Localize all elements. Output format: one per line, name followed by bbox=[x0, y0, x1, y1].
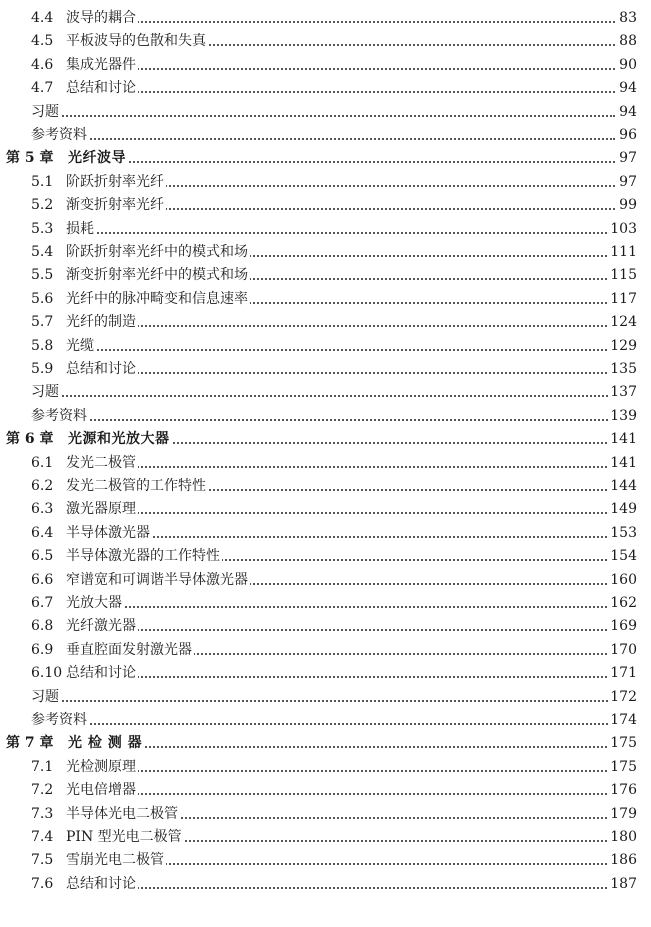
toc-entry-title: 参考资料 bbox=[31, 407, 87, 424]
toc-entry[interactable] bbox=[0, 780, 651, 800]
dot-leader bbox=[66, 606, 615, 608]
toc-entry[interactable] bbox=[0, 406, 651, 426]
toc-entry-number: 7.1 bbox=[31, 758, 54, 775]
toc-entry[interactable] bbox=[0, 312, 651, 332]
toc-entry-title: 光 检 测 器 bbox=[68, 735, 143, 752]
toc-entry-number: 5.3 bbox=[31, 220, 54, 237]
toc-entry-title: 光放大器 bbox=[66, 595, 122, 611]
toc-entry-page: 115 bbox=[610, 267, 637, 284]
toc-entry[interactable] bbox=[0, 616, 651, 636]
toc-entry-number: 5.2 bbox=[31, 197, 54, 214]
toc-entry-title: 垂直腔面发射激光器 bbox=[66, 641, 192, 658]
toc-entry[interactable] bbox=[0, 195, 651, 215]
toc-entry-number: 第 7 章 bbox=[6, 735, 54, 752]
toc-entry[interactable] bbox=[0, 757, 651, 777]
toc-entry-page: 94 bbox=[619, 103, 637, 120]
toc-entry[interactable] bbox=[0, 359, 651, 379]
toc-entry[interactable] bbox=[0, 78, 651, 98]
toc-entry-title: 参考资料 bbox=[31, 712, 87, 728]
toc-entry-number: 6.9 bbox=[31, 641, 54, 658]
toc-entry-page: 103 bbox=[610, 220, 637, 237]
toc-entry-page: 174 bbox=[610, 712, 637, 728]
toc-entry-page: 99 bbox=[619, 197, 637, 214]
toc-entry-page: 83 bbox=[619, 10, 637, 26]
toc-entry-page: 124 bbox=[610, 314, 637, 331]
toc-entry[interactable] bbox=[0, 289, 651, 309]
toc-entry-page: 141 bbox=[610, 431, 637, 448]
dot-leader bbox=[66, 68, 615, 70]
toc-entry-title: 损耗 bbox=[66, 220, 94, 237]
toc-entry-number: 7.2 bbox=[31, 782, 54, 799]
toc-entry-title: 习题 bbox=[31, 384, 59, 401]
toc-entry-title: 集成光器件 bbox=[66, 56, 136, 73]
toc-entry-title: 半导体激光器 bbox=[66, 524, 150, 541]
toc-entry-page: 141 bbox=[610, 454, 637, 471]
toc-entry-number: 4.4 bbox=[31, 10, 54, 26]
toc-entry[interactable] bbox=[0, 710, 651, 730]
dot-leader bbox=[66, 793, 615, 795]
toc-entry-title: 光纤的制造 bbox=[66, 314, 136, 331]
toc-entry-page: 97 bbox=[619, 173, 637, 190]
toc-chapter-entry[interactable] bbox=[0, 148, 651, 168]
toc-entry-number: 第 6 章 bbox=[6, 431, 54, 448]
toc-entry-page: 187 bbox=[610, 875, 637, 892]
toc-entry[interactable] bbox=[0, 8, 651, 28]
toc-entry[interactable] bbox=[0, 687, 651, 707]
dot-leader bbox=[68, 161, 615, 163]
toc-entry-page: 169 bbox=[610, 618, 637, 635]
toc-entry-number: 6.1 bbox=[31, 454, 54, 471]
toc-entry-number: 5.6 bbox=[31, 290, 54, 307]
toc-entry-page: 129 bbox=[610, 337, 637, 354]
toc-entry[interactable] bbox=[0, 265, 651, 285]
toc-entry-number: 6.10 bbox=[31, 665, 63, 682]
dot-leader bbox=[66, 629, 615, 631]
toc-entry-page: 117 bbox=[610, 290, 637, 307]
toc-entry-title: 总结和讨论 bbox=[66, 875, 136, 892]
toc-entry-page: 90 bbox=[619, 56, 637, 73]
toc-entry-page: 144 bbox=[610, 478, 637, 494]
toc-entry-number: 6.7 bbox=[31, 595, 54, 611]
toc-entry-page: 162 bbox=[610, 595, 637, 611]
toc-entry-title: 光电倍增器 bbox=[66, 782, 136, 799]
dot-leader bbox=[31, 138, 615, 140]
toc-entry-number: 6.4 bbox=[31, 524, 54, 541]
toc-entry[interactable] bbox=[0, 125, 651, 145]
toc-entry-title: PIN 型光电二极管 bbox=[66, 829, 182, 845]
dot-leader bbox=[66, 770, 615, 772]
dot-leader bbox=[66, 325, 615, 327]
toc-entry-number: 7.6 bbox=[31, 875, 54, 892]
toc-entry-title: 阶跃折射率光纤中的模式和场 bbox=[66, 244, 248, 260]
toc-entry-title: 光检测原理 bbox=[66, 758, 136, 775]
dot-leader bbox=[66, 21, 615, 23]
toc-entry[interactable] bbox=[0, 476, 651, 496]
toc-entry-number: 第 5 章 bbox=[6, 150, 54, 167]
toc-entry-number: 6.2 bbox=[31, 478, 54, 494]
toc-entry-page: 171 bbox=[610, 665, 637, 682]
toc-entry[interactable] bbox=[0, 172, 651, 192]
toc-entry-title: 半导体激光器的工作特性 bbox=[66, 548, 220, 565]
toc-entry-number: 5.7 bbox=[31, 314, 54, 331]
dot-leader bbox=[66, 512, 615, 514]
toc-entry-number: 4.5 bbox=[31, 33, 54, 50]
toc-entry-title: 光源和光放大器 bbox=[68, 431, 170, 448]
toc-entry-title: 光纤激光器 bbox=[66, 618, 136, 635]
toc-entry-page: 175 bbox=[610, 735, 637, 752]
toc-entry-page: 96 bbox=[619, 127, 637, 143]
toc-entry-title: 半导体光电二极管 bbox=[66, 805, 178, 822]
toc-entry-title: 雪崩光电二极管 bbox=[66, 852, 164, 869]
toc-entry[interactable] bbox=[0, 546, 651, 566]
toc-entry-title: 总结和讨论 bbox=[66, 80, 136, 97]
dot-leader bbox=[31, 115, 615, 117]
toc-entry-number: 5.1 bbox=[31, 173, 54, 190]
toc-entry-title: 习题 bbox=[31, 103, 59, 120]
toc-entry-page: 160 bbox=[610, 571, 637, 588]
toc-entry-page: 175 bbox=[610, 758, 637, 775]
toc-entry-title: 渐变折射率光纤 bbox=[66, 197, 164, 214]
toc-entry-title: 窄谱宽和可调谐半导体激光器 bbox=[66, 571, 248, 588]
toc-entry-page: 97 bbox=[619, 150, 637, 167]
dot-leader bbox=[31, 419, 615, 421]
dot-leader bbox=[66, 91, 615, 93]
toc-entry-number: 6.5 bbox=[31, 548, 54, 565]
dot-leader bbox=[66, 466, 615, 468]
toc-entry-title: 光纤中的脉冲畸变和信息速率 bbox=[66, 290, 248, 307]
toc-entry-number: 4.7 bbox=[31, 80, 54, 97]
toc-entry[interactable] bbox=[0, 382, 651, 402]
toc-chapter-entry[interactable] bbox=[0, 733, 651, 753]
toc-entry-page: 154 bbox=[610, 548, 637, 565]
toc-entry-number: 5.9 bbox=[31, 361, 54, 377]
toc-entry-number: 5.8 bbox=[31, 337, 54, 354]
dot-leader bbox=[31, 723, 615, 725]
toc-entry-title: 渐变折射率光纤中的模式和场 bbox=[66, 267, 248, 284]
dot-leader bbox=[66, 372, 615, 374]
toc-entry[interactable] bbox=[0, 55, 651, 75]
toc-entry-number: 7.3 bbox=[31, 805, 54, 822]
toc-entry-title: 发光二极管 bbox=[66, 454, 136, 471]
toc-entry-number: 6.8 bbox=[31, 618, 54, 635]
toc-entry-title: 总结和讨论 bbox=[66, 361, 136, 377]
toc-entry[interactable] bbox=[0, 31, 651, 51]
toc-entry-page: 88 bbox=[619, 33, 637, 50]
toc-entry[interactable] bbox=[0, 874, 651, 894]
toc-entry[interactable] bbox=[0, 336, 651, 356]
toc-entry[interactable] bbox=[0, 804, 651, 824]
dot-leader bbox=[66, 887, 615, 889]
toc-entry[interactable] bbox=[0, 219, 651, 239]
toc-entry-page: 180 bbox=[610, 829, 637, 845]
toc-entry-number: 6.6 bbox=[31, 571, 54, 588]
toc-entry-page: 153 bbox=[610, 524, 637, 541]
dot-leader bbox=[66, 676, 615, 678]
toc-entry-title: 平板波导的色散和失真 bbox=[66, 33, 206, 50]
toc-entry-title: 光缆 bbox=[66, 337, 94, 354]
toc-entry[interactable] bbox=[0, 850, 651, 870]
toc-entry[interactable] bbox=[0, 453, 651, 473]
toc-entry[interactable] bbox=[0, 663, 651, 683]
dot-leader bbox=[66, 232, 615, 234]
toc-entry[interactable] bbox=[0, 242, 651, 262]
toc-entry-page: 170 bbox=[610, 641, 637, 658]
toc-entry-page: 137 bbox=[610, 384, 637, 401]
toc-entry-title: 总结和讨论 bbox=[66, 665, 136, 682]
toc-entry-page: 176 bbox=[610, 782, 637, 799]
dot-leader bbox=[66, 349, 615, 351]
toc-entry-page: 94 bbox=[619, 80, 637, 97]
toc-entry-title: 光纤波导 bbox=[68, 150, 126, 167]
dot-leader bbox=[68, 746, 615, 748]
toc-entry-number: 5.4 bbox=[31, 244, 54, 260]
toc-chapter-entry[interactable] bbox=[0, 429, 651, 449]
toc-entry-title: 阶跃折射率光纤 bbox=[66, 173, 164, 190]
toc-entry-page: 149 bbox=[610, 501, 637, 518]
toc-entry-page: 139 bbox=[610, 407, 637, 424]
toc-entry-number: 5.5 bbox=[31, 267, 54, 284]
dot-leader bbox=[31, 700, 615, 702]
toc-entry[interactable] bbox=[0, 570, 651, 590]
dot-leader bbox=[31, 395, 615, 397]
toc-entry-number: 7.5 bbox=[31, 852, 54, 869]
toc-entry-page: 111 bbox=[610, 244, 637, 260]
toc-entry[interactable] bbox=[0, 523, 651, 543]
toc-entry[interactable] bbox=[0, 640, 651, 660]
toc-entry-title: 激光器原理 bbox=[66, 501, 136, 518]
toc-entry-number: 7.4 bbox=[31, 829, 54, 845]
toc-entry-page: 135 bbox=[610, 361, 637, 377]
toc-entry-page: 186 bbox=[610, 852, 637, 869]
toc-entry-title: 参考资料 bbox=[31, 127, 87, 143]
toc-entry[interactable] bbox=[0, 593, 651, 613]
toc-entry-number: 4.6 bbox=[31, 56, 54, 73]
toc-entry-page: 179 bbox=[610, 805, 637, 822]
toc-entry-number: 6.3 bbox=[31, 501, 54, 518]
toc-entry-title: 波导的耦合 bbox=[66, 10, 136, 26]
toc-entry-page: 172 bbox=[610, 688, 637, 705]
toc-entry[interactable] bbox=[0, 102, 651, 122]
toc-entry[interactable] bbox=[0, 499, 651, 519]
toc-entry[interactable] bbox=[0, 827, 651, 847]
toc-entry-title: 习题 bbox=[31, 688, 59, 705]
toc-entry-title: 发光二极管的工作特性 bbox=[66, 478, 206, 494]
